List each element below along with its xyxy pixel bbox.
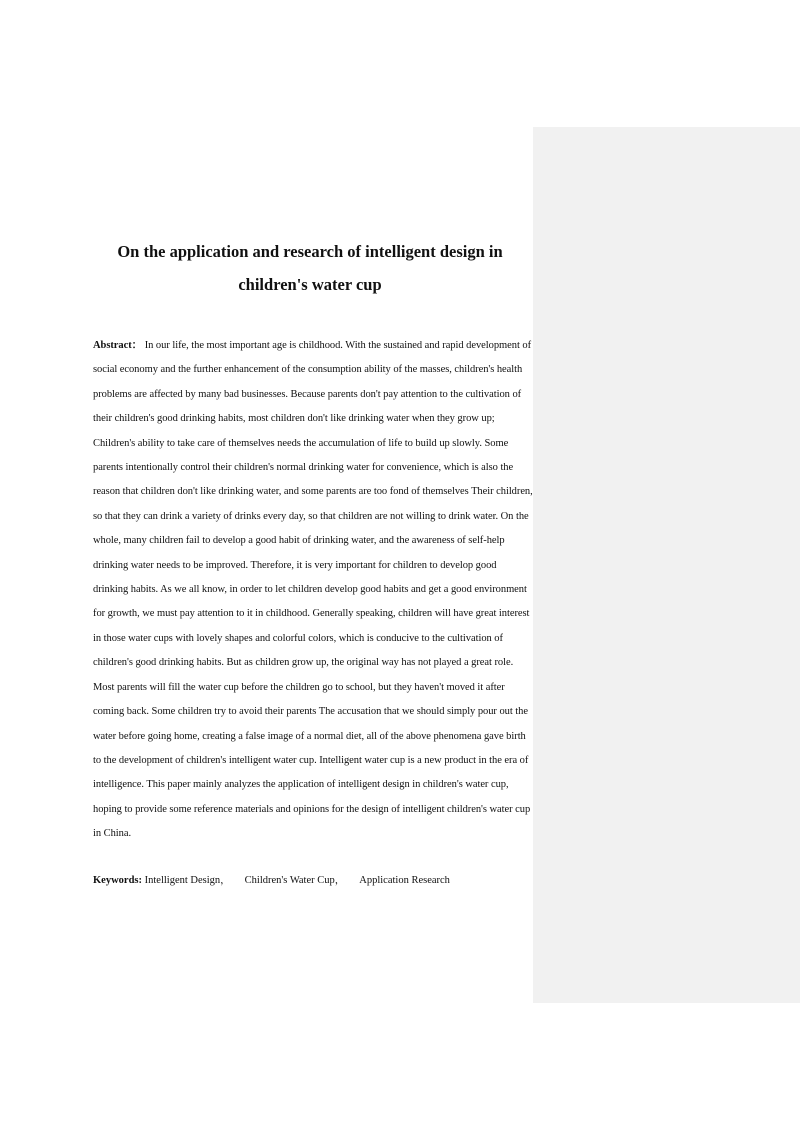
comment-margin-pane <box>533 127 800 1003</box>
keyword-item: Application Research <box>359 875 450 886</box>
paper-title-line-1: On the application and research of intelligent design in <box>117 242 503 261</box>
keywords-label: Keywords: <box>93 875 142 886</box>
abstract-text: In our life, the most important age is childhood. With the sustained and rapid development of social economy and the further enhancement of the consumption ability of the masses, children's health problems are affected by many bad businesses. Because parents don't pay attention to the cultivation of their children's good drinking habits, most children don't like drinking water when they grow up; Children's ability to take care of themselves needs the accumulation of life to build up slowly. Some parents intentionally control their children's normal drinking water for convenience, which is also the reason that children don't like drinking water, and some parents are too fond of themselves Their children, so that they can drink a variety of drinks every day, so that children are not willing to drink water. On the whole, many children fail to develop a good habit of drinking water, and the awareness of self-help drinking water needs to be improved. Therefore, it is very important for children to develop good drinking habits. As we all know, in order to let children develop good habits and get a good environment for growth, we must pay attention to it in childhood. Generally speaking, children will have great interest in those water cups with lovely shapes and colorful colors, which is conducive to the cultivation of children's good drinking habits. But as children grow up, the original way has not played a great role. Most parents will fill the water cup before the children go to school, but they haven't moved it after coming back. Some children try to avoid their parents The accusation that we should simply pour out the water before going home, creating a false image of a normal diet, all of the above phenomena gave birth to the development of children's intelligent water cup. Intelligent water cup is a new product in the era of intelligence. This paper mainly analyzes the application of intelligent design in children's water cup, hoping to provide some reference materials and opinions for the design of intelligent children's water cup in China. <box>93 340 533 840</box>
keyword-item: Children's Water Cup， <box>244 875 346 886</box>
paper-title-line-2: children's water cup <box>238 275 382 294</box>
keyword-item: Intelligent Design， <box>144 875 231 886</box>
keywords-line <box>93 869 533 893</box>
abstract-label: Abstract： <box>93 340 143 351</box>
abstract-paragraph <box>93 334 533 847</box>
